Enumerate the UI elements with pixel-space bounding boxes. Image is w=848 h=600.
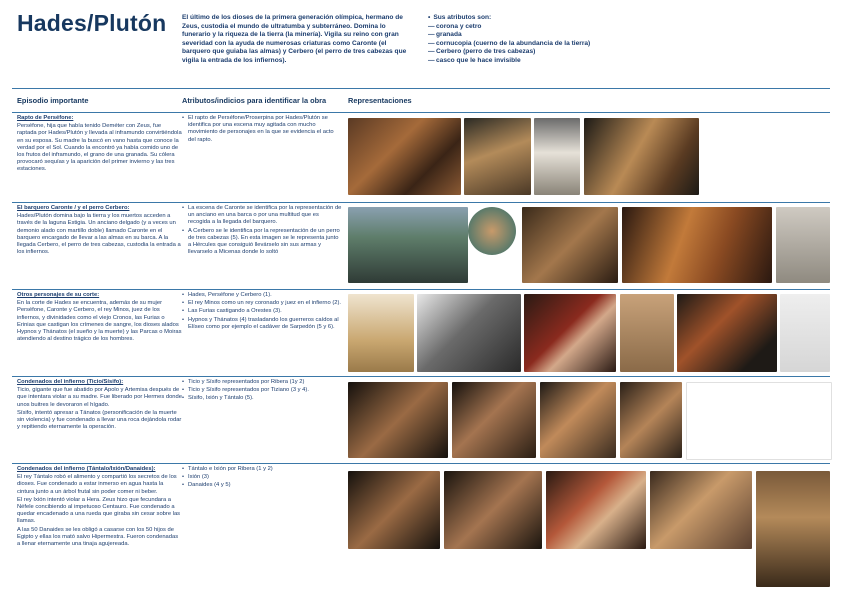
painting-sisifo-tiziano — [620, 382, 682, 458]
episode-text — [17, 115, 182, 175]
clue-item: • A Cerbero se le identifica por la representación de un perro de tres cabezas (5). En esta imagen se le representa junto a Hércules que consiguió llevárselo sin sus armas y llevarselo a Micenas donde lo soltó — [182, 228, 342, 257]
vase-sarpedon-white — [780, 294, 830, 372]
divider — [12, 463, 830, 464]
episode-text — [17, 205, 182, 257]
painting-tantalo-ribera — [348, 471, 440, 549]
episode-heading: Condenados del infierno (Tántalo/Ixión/Danaides): — [17, 466, 156, 472]
episode-paragraph: Sísifo, intentó apresar a Tánatos (personificación de la muerte sin violencia) y fue condenado a llevar una roca dejándola rodar y repitiendo eternamente la operación. — [17, 409, 182, 431]
clue-item: • El rapto de Perséfone/Proserpina por Hades/Plutón se identifica por una escena muy agitada con mucho movimiento de personajes en la que se evidencia el acto del rapto. — [182, 115, 342, 144]
sculpture-hercules-cerbero — [776, 207, 830, 283]
clues-text — [182, 115, 342, 145]
clues-text — [182, 292, 342, 332]
clue-item: • Hades, Perséfone y Cerbero (1). — [182, 292, 342, 299]
clue-item: • El rey Minos como un rey coronado y juez en el infierno (2). — [182, 300, 342, 307]
painting-rapto-2 — [464, 118, 531, 195]
episode-paragraph: El rey Ixión intentó violar a Hera. Zeus hizo que fecundara a Néfele concibiendo al impetuoso Centauro. Fue condenado a quedar encadenado a una rueda que giraba sin cesar sobre las llamas. — [17, 496, 181, 525]
episode-text — [17, 292, 182, 344]
attribute-item: — Cerbero (perro de tres cabezas) — [428, 48, 628, 57]
divider — [12, 376, 830, 377]
clue-item: • Danaides (4 y 5) — [182, 482, 342, 489]
row-corte-hades — [12, 292, 830, 374]
painting-ticio-ribera — [348, 382, 448, 458]
row-rapto-persefone — [12, 115, 830, 200]
clue-item: • Ixión (3) — [182, 474, 342, 481]
attribute-item: — corona y cetro — [428, 23, 628, 32]
intro-text: El último de los dioses de la primera generación olímpica, hermano de Zeus, custodia el mundo de ultratumba y subterráneo. Domina lo funerario y la riqueza de la tierra (la minería). Vigila su reino con gran severidad con la ayuda de numerosas criaturas como Caronte (el barquero que guiaba las almas) y Cerbero (el perro de tres cabezas que vigila la entrada de los infiernos). — [182, 14, 407, 64]
episode-paragraph: El rey Tántalo robó el alimento y compartió los secretos de los dioses. Fue condenado a estar inmerso en agua hasta la cintura junto a un árbol frutal sin poder comer ni beber. — [17, 474, 177, 495]
column-header-episode: Episodio importante — [17, 96, 89, 105]
clues-text — [182, 379, 342, 404]
painting-ixion — [546, 471, 646, 549]
painting-caronte-3 — [622, 207, 772, 283]
painting-hades-persefone — [348, 294, 414, 372]
row-ticio-sisifo — [12, 379, 830, 461]
painting-ixion-ribera — [444, 471, 542, 549]
painting-danaides-2 — [756, 471, 830, 587]
engraving-minos — [417, 294, 521, 372]
painting-rapto-1 — [348, 118, 461, 195]
row-caronte-cerbero — [12, 205, 830, 287]
episode-paragraph: A las 50 Danaides se les obligó a casarse con los 50 hijos de Egipto y ellas los mató salvo Hipermestra. Fueron condenadas a llenar eternamente una tinaja agujereada. — [17, 526, 179, 548]
painting-danaides-1 — [650, 471, 752, 549]
column-header-representations: Representaciones — [348, 96, 412, 105]
painting-caronte-1 — [348, 207, 468, 283]
attribute-item: — casco que le hace invisible — [428, 57, 628, 66]
episode-paragraph: Hades/Plutón domina bajo la tierra y los muertos acceden a través de la laguna Estigia. Un anciano delgado (y a veces un demonio alado con martillo doble) llamado Caronte en el barquero encargado de llevar a las almas en su barca. A la llegada Cerbero, el perro de tres cabezas, custodia la entrada a los infiernos. — [17, 213, 181, 256]
episode-heading: Condenados del infierno (Ticio/Sísifo): — [17, 379, 124, 385]
episode-heading: El barquero Caronte / y el perro Cerbero: — [17, 205, 130, 211]
clue-item: • La escena de Caronte se identifica por la representación de un anciano en una barca o por una multitud que es recogida a la llegada del barquero. — [182, 205, 342, 227]
painting-rapto-3 — [584, 118, 699, 195]
episode-paragraph: Perséfone, hija que había tenido Deméter con Zeus, fue raptada por Hades/Plutón y llevada al inframundo convirtiéndola en su esposa. Su madre la buscó en vano hasta que conoce la verdad por el Sol. Cuando la encontró ya había comido uno de los frutos del inframundo, el grano de una granada. Su cólera provocaró sequías y la aparición del primer invierno y las tres estaciones. — [17, 123, 182, 173]
clue-item: • Ticio y Sísifo representados por Tiziano (3 y 4). — [182, 387, 342, 394]
episode-text — [17, 379, 182, 432]
clue-item: • Ticio y Sísifo representados por Ribera (1y 2) — [182, 379, 342, 386]
episode-paragraph: En la corte de Hades se encuentra, además de su mujer Perséfone, Caronte y Cerbero, el rey Minos, juez de los infiernos, y divinidades como el viejo Cronos, las Furias o Erinias que castigan los crímenes de sangre, los dioses alados Hypnos y Thánatos (el sueño y la muerte) y las Parcas o Moiras atendiendo al destino trágico de los hombres. — [17, 300, 182, 343]
episode-heading: Otros personajes de su corte: — [17, 292, 100, 298]
clue-item: • Tántalo e Ixión por Ribera (1 y 2) — [182, 466, 342, 473]
divider — [12, 112, 830, 113]
divider — [12, 88, 830, 89]
clue-item: • Hypnos y Thánatos (4) trasladando los guerreros caídos al Elíseo como por ejemplo el cadáver de Sarpedón (5 y 6). — [182, 317, 342, 331]
clue-item: • Las Furias castigando a Orestes (3). — [182, 308, 342, 315]
drawing-sisifo-ixion-tantalo — [686, 382, 832, 460]
episode-paragraph: Ticio, gigante que fue abatido por Apolo y Artemisa después de que intentara violar a su madre. Fue liberado por Hermes donde unos buitres le devoraron el hígado. — [17, 387, 182, 408]
episode-text — [17, 466, 182, 549]
clues-text — [182, 205, 342, 257]
vase-sarpedon — [677, 294, 777, 372]
attribute-item: — cornucopia (cuerno de la abundancia de la tierra) — [428, 40, 628, 49]
painting-ticio-tiziano — [540, 382, 616, 458]
painting-caronte-2 — [522, 207, 618, 283]
clue-item: • Sísifo, Ixión y Tántalo (5). — [182, 395, 342, 402]
episode-heading: Rapto de Perséfone: — [17, 115, 74, 121]
attributes-box — [428, 14, 628, 66]
sculpture-rapto — [534, 118, 580, 195]
divider — [12, 289, 830, 290]
row-tantalo-ixion-danaides — [12, 466, 830, 592]
attributes-lead: • Sus atributos son: — [428, 14, 492, 21]
clues-text — [182, 466, 342, 491]
painting-sisifo-ribera — [452, 382, 536, 458]
painting-furias — [524, 294, 616, 372]
page-title: Hades/Plutón — [17, 10, 167, 36]
painting-hypnos-thanatos — [620, 294, 674, 372]
attribute-item: — granada — [428, 31, 628, 40]
divider — [12, 202, 830, 203]
column-header-attributes: Atributos/indicios para identificar la obra — [182, 96, 327, 105]
detail-caronte-circle — [468, 207, 516, 255]
